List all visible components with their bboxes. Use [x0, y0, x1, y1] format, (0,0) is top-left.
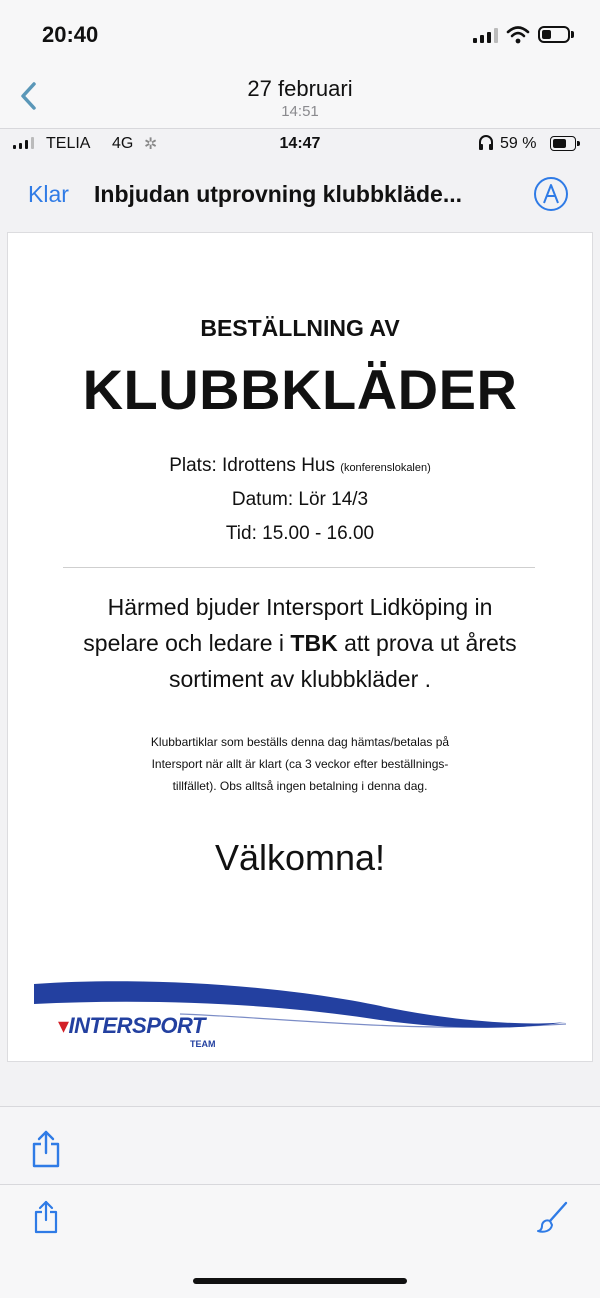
done-button[interactable]: Klar — [28, 181, 69, 207]
inner-carrier: TELIA — [46, 135, 91, 152]
heading-large: KLUBBKLÄDER — [82, 358, 518, 421]
header-date: 27 februari — [247, 76, 353, 101]
document-bottom-margin — [0, 1062, 600, 1106]
place-line — [8, 455, 592, 477]
time-line: Tid: 15.00 - 16.00 — [225, 523, 375, 544]
header-subtime: 14:51 — [281, 103, 319, 120]
battery-icon — [538, 26, 570, 43]
headphones-icon — [478, 134, 494, 152]
invite-line-2-start: spelare och ledare i — [83, 630, 291, 656]
invite-line-1: Härmed bjuder Intersport Lidköping in — [107, 594, 493, 620]
document-title: Inbjudan utprovning klubbkläde... — [94, 181, 462, 207]
place-note: (konferenslokalen) — [340, 462, 431, 474]
fine-line-2: Intersport när allt är klart (ca 3 veckor efter beställnings- — [151, 757, 449, 771]
invite-line-2 — [8, 625, 592, 661]
logo-team: TEAM — [190, 1039, 216, 1049]
signal-icon — [473, 28, 498, 43]
message-header — [0, 70, 600, 129]
place-label: Plats: Idrottens Hus — [169, 455, 335, 476]
inner-battery-percent: 59 % — [500, 135, 537, 152]
inner-network: 4G — [112, 135, 134, 152]
fine-line-3: tillfället). Obs alltså ingen betalning i denna dag. — [172, 779, 428, 793]
invite-line-2-end: att prova ut årets — [337, 630, 517, 656]
inner-status-bar — [0, 129, 600, 159]
club-name: TBK — [290, 630, 338, 656]
document-page — [7, 232, 593, 1062]
logo-mark-icon: ▾ — [58, 1013, 69, 1038]
divider — [63, 567, 535, 568]
home-indicator[interactable] — [193, 1278, 407, 1284]
share-icon[interactable] — [32, 1199, 60, 1235]
logo-text: INTERSPORT — [68, 1013, 205, 1038]
status-time: 20:40 — [42, 22, 99, 47]
markup-pen-icon[interactable] — [533, 176, 569, 212]
inner-battery-icon — [550, 136, 576, 151]
fine-line-1: Klubbartiklar som beställs denna dag hämtas/betalas på — [150, 735, 450, 749]
intersport-logo — [30, 978, 570, 1058]
welcome-text: Välkomna! — [214, 837, 386, 878]
wifi-icon — [506, 26, 530, 44]
inner-toolbar — [0, 1106, 600, 1185]
heading-small: BESTÄLLNING AV — [200, 315, 400, 341]
invite-text — [8, 589, 592, 697]
share-icon[interactable] — [30, 1129, 62, 1169]
status-bar — [0, 0, 600, 70]
loading-icon: ✲ — [144, 136, 158, 153]
inner-time: 14:47 — [279, 135, 321, 152]
brush-icon[interactable] — [534, 1199, 570, 1235]
fine-print — [8, 731, 592, 797]
date-line: Datum: Lör 14/3 — [231, 489, 369, 510]
invite-line-3: sortiment av klubbkläder . — [168, 666, 432, 692]
logo-wordmark — [58, 1013, 205, 1039]
document-nav-bar — [0, 160, 600, 230]
